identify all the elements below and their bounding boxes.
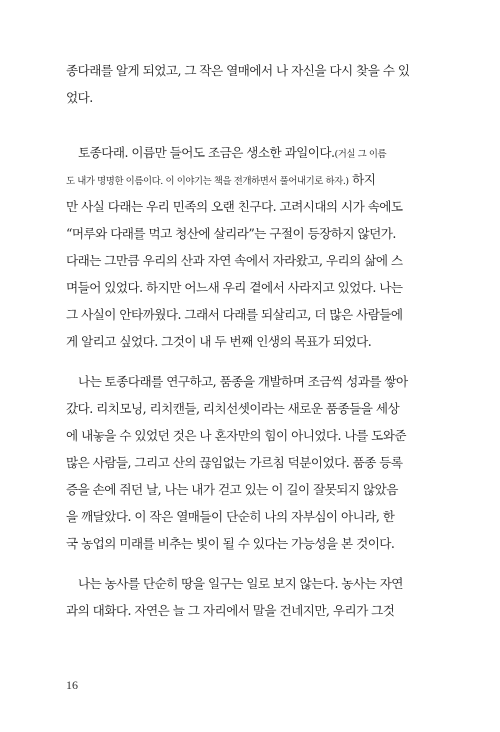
- text-line: [66, 570, 422, 597]
- line-text: 에 내놓을 수 있었던 것은 나 혼자만의 힘이 아니었다. 나를 도와준: [66, 428, 406, 443]
- line-text: 갔다. 리치모닝, 리치캔들, 리치선셋이라는 새로운 품종들을 세상: [66, 401, 400, 416]
- text-line: [66, 422, 422, 449]
- line-text: 하지: [348, 172, 376, 187]
- text-line: [66, 476, 422, 503]
- text-line: [66, 166, 422, 193]
- line-text: 나는 토종다래를 연구하고, 품종을 개발하며 조금씩 성과를 쌓아: [78, 374, 408, 389]
- line-text: 증을 손에 쥐던 날, 나는 내가 걷고 있는 이 길이 잘못되지 않았음: [66, 482, 398, 497]
- text-line: [66, 84, 422, 111]
- text-line: [66, 368, 422, 395]
- line-text: 종다래를 알게 되었고, 그 작은 열매에서 나 자신을 다시 찾을 수 있: [66, 63, 410, 78]
- text-line: [66, 220, 422, 247]
- paragraph-3: [66, 368, 422, 557]
- text-line: [66, 247, 422, 274]
- parenthetical-note: 도 내가 명명한 이름이다. 이 이야기는 책을 전개하면서 풀어내기로 하자.): [66, 176, 349, 187]
- text-line: [66, 328, 422, 355]
- line-text: 토종다래. 이름만 들어도 조금은 생소한 과일이다.: [78, 145, 335, 160]
- line-text: 다래는 그만큼 우리의 산과 자연 속에서 자라왔고, 우리의 삶에 스: [66, 253, 403, 268]
- line-text: 만 사실 다래는 우리 민족의 오랜 친구다. 고려시대의 시가 속에도: [66, 199, 403, 214]
- text-line: [66, 503, 422, 530]
- line-text: 었다.: [66, 90, 93, 105]
- text-line: [66, 449, 422, 476]
- paragraph-2: [66, 139, 422, 355]
- text-line: [66, 530, 422, 557]
- paragraph-4: [66, 570, 422, 624]
- line-text: “머루와 다래를 먹고 청산에 살리라”는 구절이 등장하지 않던가.: [66, 226, 396, 241]
- text-line: [66, 139, 422, 166]
- parenthetical-note: (거실 그 이름: [334, 149, 387, 160]
- text-line: [66, 395, 422, 422]
- text-line: [66, 193, 422, 220]
- text-line: [66, 274, 422, 301]
- line-text: 국 농업의 미래를 비추는 빛이 될 수 있다는 가능성을 본 것이다.: [66, 536, 395, 551]
- line-text: 며들어 있었다. 하지만 어느새 우리 곁에서 사라지고 있었다. 나는: [66, 280, 403, 295]
- paragraph-1: [66, 57, 422, 111]
- text-line: [66, 57, 422, 84]
- line-text: 을 깨달았다. 이 작은 열매들이 단순히 나의 자부심이 아니라, 한: [66, 509, 395, 524]
- line-text: 나는 농사를 단순히 땅을 일구는 일로 보지 않는다. 농사는 자연: [78, 576, 403, 591]
- page-number: 16: [66, 678, 78, 692]
- line-text: 그 사실이 안타까웠다. 그래서 다래를 되살리고, 더 많은 사람들에: [66, 307, 403, 322]
- line-text: 많은 사람들, 그리고 산의 끊임없는 가르침 덕분이었다. 품종 등록: [66, 455, 403, 470]
- text-line: [66, 597, 422, 624]
- text-line: [66, 301, 422, 328]
- line-text: 게 알리고 싶었다. 그것이 내 두 번째 인생의 목표가 되었다.: [66, 334, 372, 349]
- line-text: 과의 대화다. 자연은 늘 그 자리에서 말을 건네지만, 우리가 그것: [66, 603, 395, 618]
